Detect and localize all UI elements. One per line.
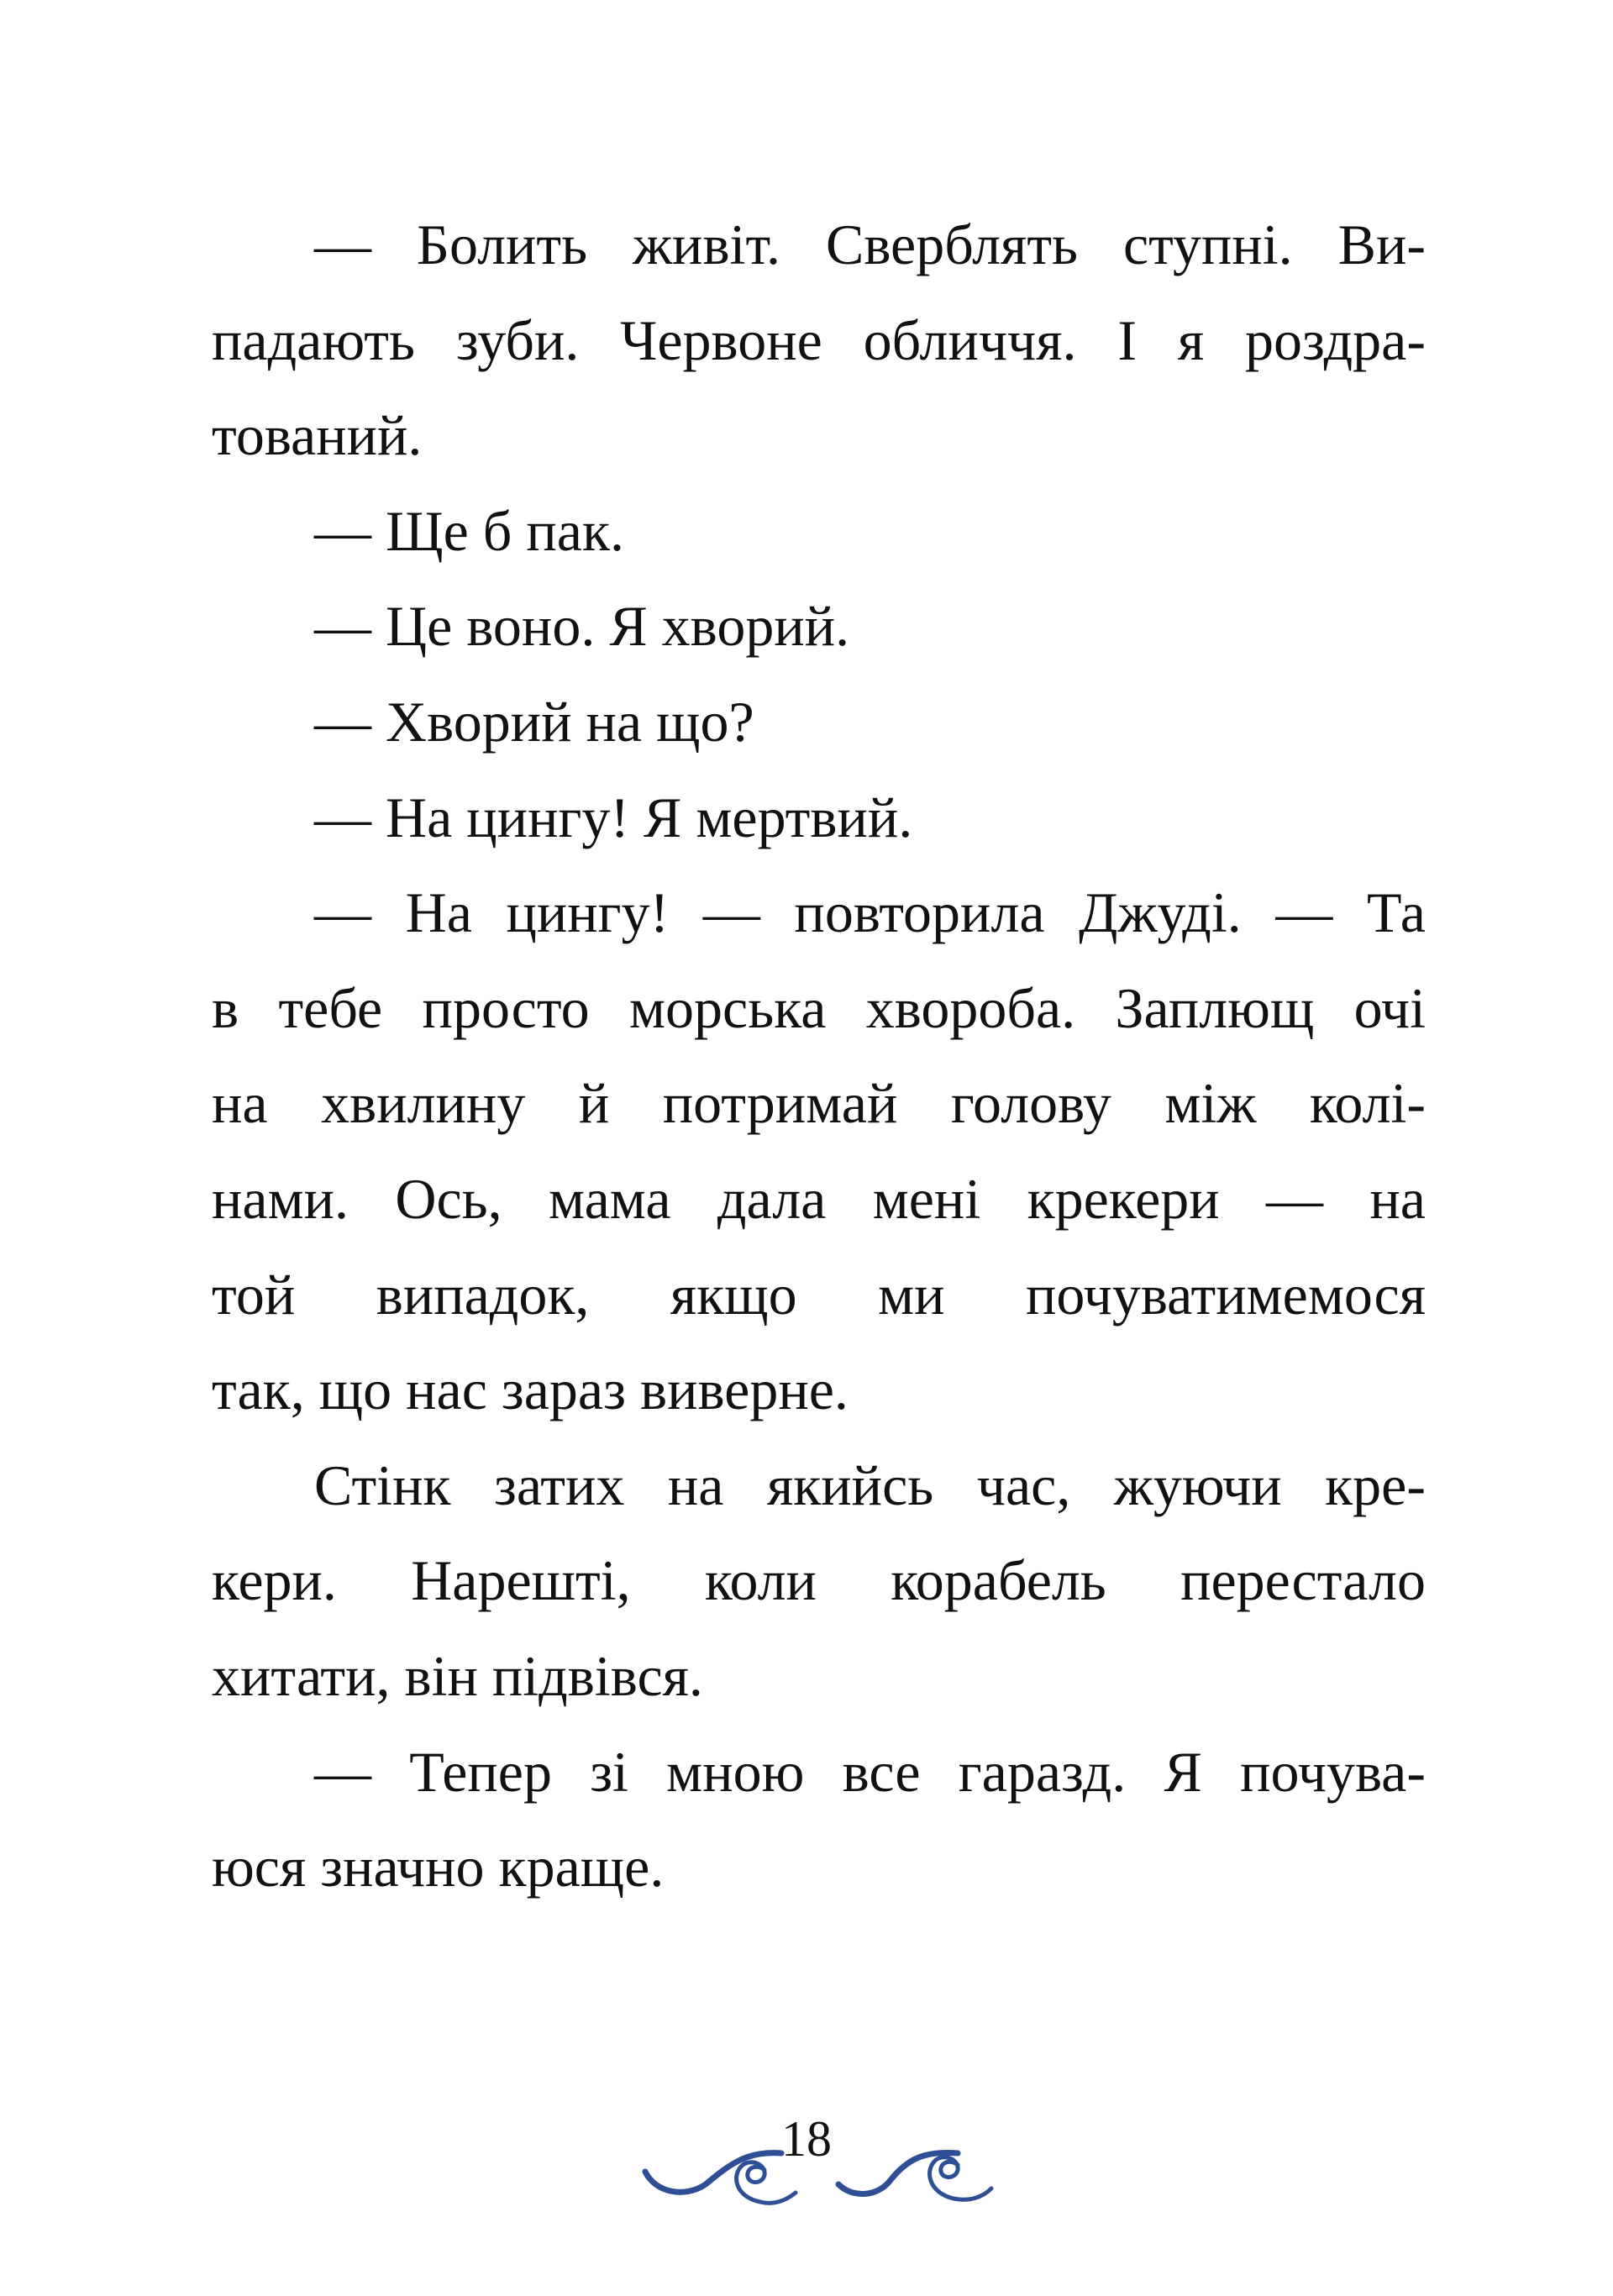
text-line: — Тепер зі мною все гаразд. Я почува- <box>314 1739 1426 1804</box>
text-line: юся значно краще. <box>212 1835 665 1899</box>
text-line: — Болить живіт. Сверблять ступні. Ви- <box>314 213 1426 276</box>
text-line: хитати, він підвівся. <box>212 1643 703 1708</box>
text-line: — Це воно. Я хворий. <box>314 594 850 659</box>
text-line: нами. Ось, мама дала мені крекери — на <box>212 1166 1426 1231</box>
text-line: кери. Нарешті, коли корабель перестало <box>212 1548 1426 1613</box>
text-line: на хвилину й потримай голову між колі- <box>212 1071 1426 1136</box>
text-line: — Хворий на що? <box>314 689 754 754</box>
wave-ornament-icon <box>638 2146 1008 2214</box>
text-line: той випадок, якщо ми почуватимемося <box>212 1262 1426 1327</box>
page-number: 18 <box>781 2111 832 2167</box>
text-line: так, що нас зараз виверне. <box>212 1358 849 1422</box>
text-line: тований. <box>212 403 423 468</box>
text-line: — На цингу! — повторила Джуді. — Та <box>314 880 1426 945</box>
text-line: Стінк затих на якийсь час, жуючи кре- <box>314 1453 1426 1517</box>
text-line: падають зуби. Червоне обличчя. І я роздра- <box>212 307 1426 372</box>
body-text <box>212 197 1426 1915</box>
text-line: — Ще б пак. <box>314 498 624 563</box>
text-line: — На цингу! Я мертвий. <box>314 785 913 849</box>
text-line: в тебе просто морська хвороба. Заплющ очі <box>212 975 1426 1040</box>
